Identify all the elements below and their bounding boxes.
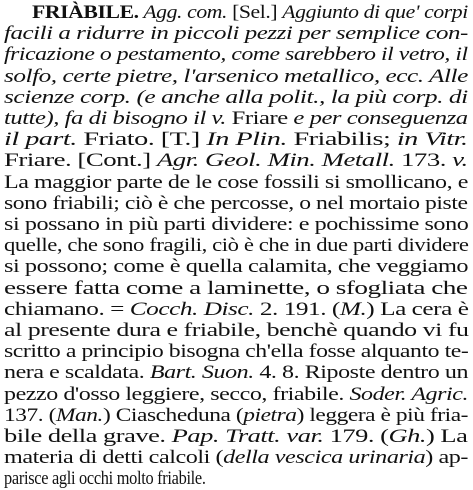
entry-italic-text: Aggiunto di que' corpi — [282, 2, 468, 23]
entry-line — [4, 298, 468, 321]
entry-line — [4, 319, 468, 342]
entry-italic-text: In Plin. — [206, 129, 287, 151]
entry-italic-text: Agr. Geol. Min. Metall. — [156, 150, 395, 172]
entry-italic-text: solfo, certe pietre, l'arsenico metallico, ecc. Alle — [4, 65, 468, 87]
entry-text: 179. ( — [323, 426, 389, 447]
entry-italic-text: scienze corp. (e anche alla polit., la più corp. di — [4, 86, 468, 108]
entry-italic-text: il part. — [4, 129, 84, 151]
entry-text: chiamano. = — [4, 298, 130, 320]
entry-text: bile della grave. — [4, 426, 172, 447]
entry-line — [4, 383, 468, 406]
entry-italic-text: fricazione o pestamento, come sarebbero il vetro, il — [4, 44, 468, 66]
entry-text: materia di detti calcoli ( — [4, 447, 224, 469]
entry-italic-text: Gh. — [388, 426, 426, 447]
entry-text: quelle, che sono fragili, ciò è che in due parti dividere — [4, 235, 469, 257]
entry-text: nera e scaldata. — [4, 362, 150, 384]
entry-line — [4, 467, 206, 490]
entry-italic-text: Soder. Agric. — [349, 383, 469, 405]
entry-text: Friabilis; — [286, 129, 397, 151]
entry-line — [4, 255, 468, 278]
entry-text: 2. 191. ( — [254, 298, 340, 320]
entry-line — [4, 86, 468, 109]
entry-text: essere fatta come a laminette, o sfogliata che — [4, 277, 468, 299]
entry-italic-text: facili a ridurre in piccoli pezzi per semplice con- — [4, 23, 468, 45]
entry-text: 4. 8. Riposte dentro un — [253, 362, 469, 384]
entry-line — [4, 277, 467, 300]
entry-italic-text: Agg. com. — [138, 2, 228, 23]
entry-line — [4, 22, 468, 45]
entry-text: 137. ( — [4, 404, 56, 426]
entry-text: sono friabili; ciò è che percosse, o nel mortaio piste — [4, 192, 468, 214]
entry-text: ) Ciascheduna ( — [102, 404, 244, 426]
entry-text: 173. — [394, 150, 453, 172]
entry-text: parisce agli occhi molto friabile. — [4, 468, 206, 490]
entry-line — [4, 446, 468, 469]
entry-line — [4, 361, 468, 384]
entry-italic-text: e per conseguenza — [287, 108, 468, 129]
entry-line — [4, 107, 468, 130]
entry-line — [4, 149, 468, 172]
entry-line — [4, 213, 468, 236]
entry-italic-text: in Vitr. — [396, 129, 468, 151]
entry-italic-text: della vescica urinaria — [223, 447, 426, 469]
entry-italic-text: Bart. Suon. — [149, 362, 254, 384]
entry-line — [4, 340, 468, 363]
entry-text: Friare. [Cont.] — [4, 150, 157, 172]
headword: FRIÀBILE. — [32, 2, 139, 23]
entry-italic-text: Cocch. Disc. — [129, 298, 255, 320]
entry-italic-text: v. — [452, 150, 468, 172]
entry-line — [4, 128, 468, 151]
entry-italic-text: pietra — [243, 404, 297, 426]
entry-text: ) leggera è più fria- — [296, 404, 469, 426]
entry-text: La maggior parte de le cose fossili si smollicano, e — [4, 171, 468, 193]
entry-text: [Sel.] — [227, 2, 283, 23]
entry-text: si possono; come è quella calamita, che veggiamo — [4, 256, 469, 278]
entry-text: scritto a principio bisogna ch'ella fosse alquanto te- — [4, 341, 469, 363]
entry-text: si possano in più parti dividere: e pochissime sono — [4, 214, 469, 235]
entry-text: ) ap- — [425, 447, 469, 469]
entry-line — [4, 43, 468, 66]
entry-italic-text: Man. — [55, 404, 103, 426]
entry-line — [4, 65, 468, 88]
entry-line — [4, 234, 469, 257]
entry-text: ) La cera è — [366, 298, 469, 320]
entry-line — [4, 404, 468, 427]
entry-text: Friato. [T.] — [83, 129, 207, 151]
entry-text: Friare — [231, 108, 288, 129]
entry-italic-text: Pap. Tratt. var. — [171, 426, 324, 447]
entry-line — [4, 425, 467, 448]
entry-line — [4, 171, 468, 194]
entry-italic-text: tutte), fa di bisogno il v. — [4, 108, 232, 129]
entry-line — [32, 1, 468, 24]
entry-italic-text: M. — [339, 298, 367, 320]
entry-text: pezzo d'osso leggiere, secco, friabile. — [4, 383, 350, 405]
entry-line — [4, 192, 468, 215]
entry-text: al presente dura e friabile, benchè quando vi fu — [4, 320, 469, 341]
entry-text: ) La — [425, 426, 468, 447]
